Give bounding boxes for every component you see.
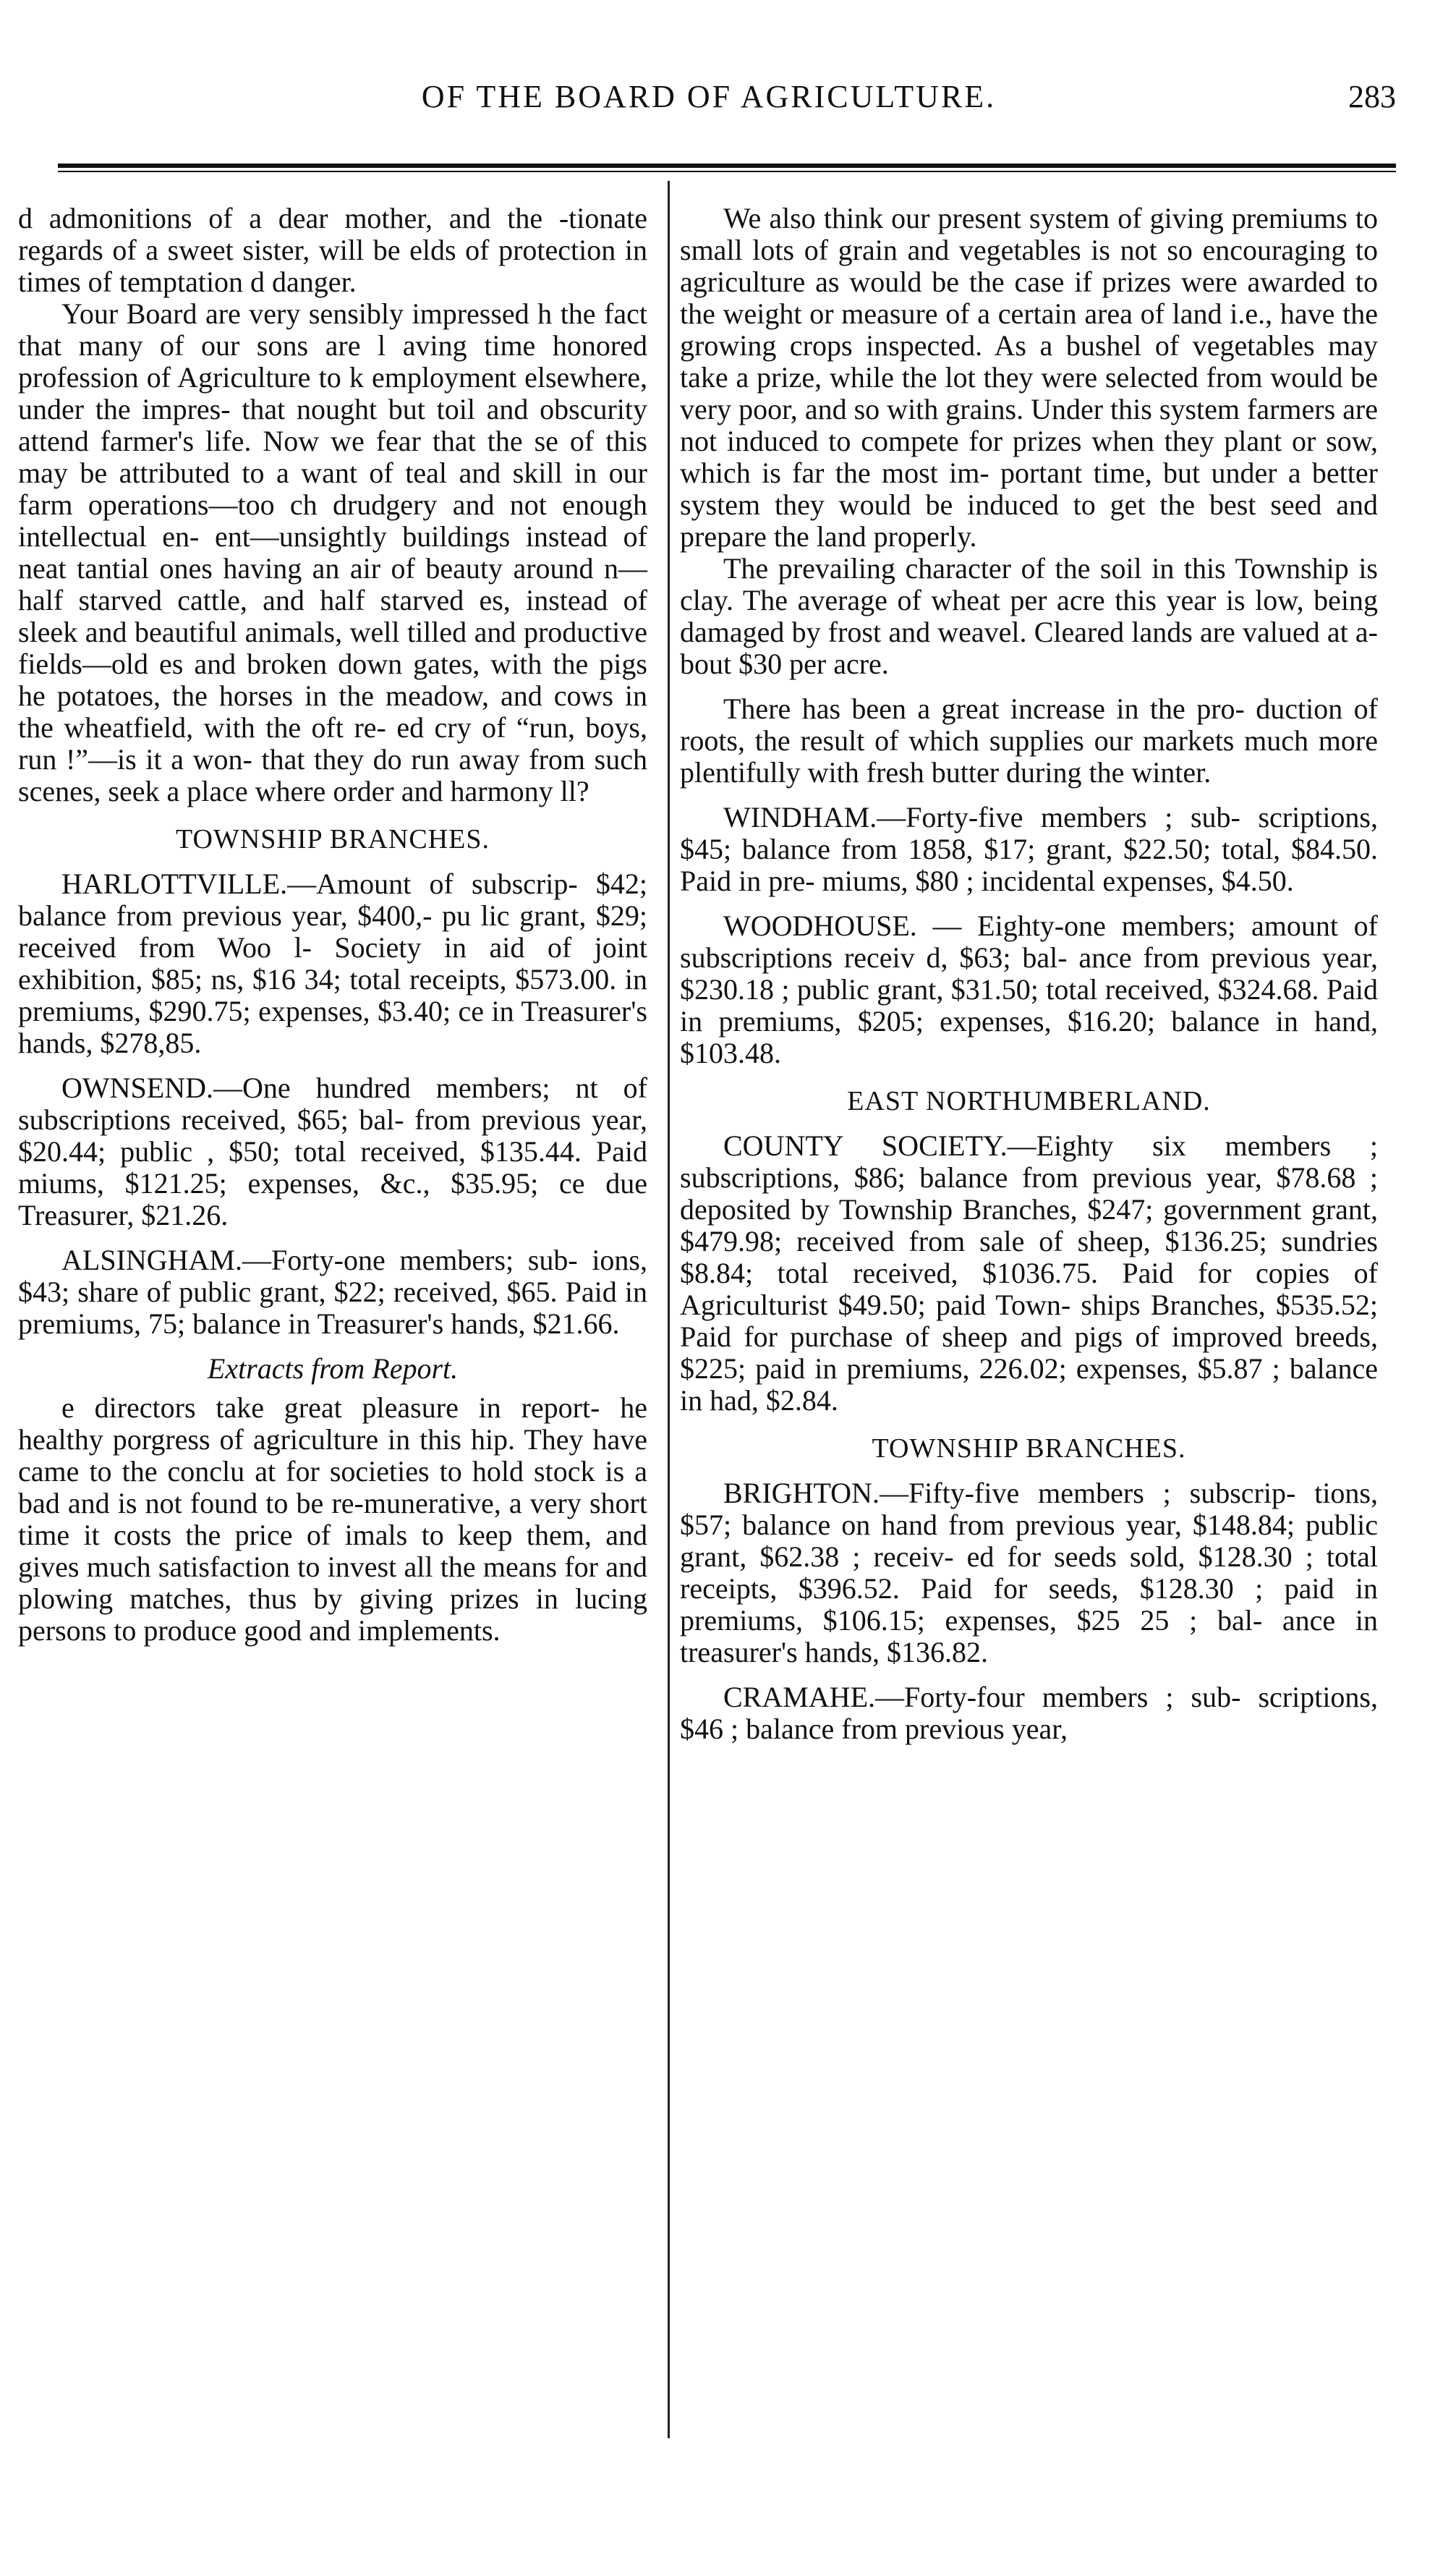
paragraph: OWNSEND.—One hundred members; nt of subscriptions received, $65; bal- from previous year, $20.44; public , $50; total received, $135.44. Paid miums, $121.25; expenses, &c., $35.95; ce due Treasurer, $21.26. (18, 1072, 647, 1231)
paragraph: HARLOTTVILLE.—Amount of subscrip- $42; balance from previous year, $400,- pu lic grant, $29; received from Woo l- Society in aid of joint exhibition, $85; ns, $16 34; total receipts, $573.00. in premiums, $290.75; expenses, $3.40; ce in Treasurer's hands, $278,85. (18, 867, 647, 1059)
column-divider (668, 181, 670, 2438)
running-title: OF THE BOARD OF AGRICULTURE. (421, 79, 997, 114)
subsection-heading: Extracts from Report. (207, 1352, 459, 1385)
section-heading: TOWNSHIP BRANCHES. (176, 824, 490, 854)
paragraph: The prevailing character of the soil in this Township is clay. The average of wheat per acre this year is low, being damaged by frost and weavel. Cleared lands are valued at a- bout $30 per acre. (680, 552, 1378, 680)
right-column (680, 203, 1378, 1745)
page-header (22, 78, 1396, 136)
paragraph: There has been a great increase in the pro- duction of roots, the result of which supplies our markets much more plentifully with fresh butter during the winter. (680, 692, 1378, 789)
left-column (18, 203, 647, 1647)
page-number: 283 (1348, 79, 1396, 114)
section-heading: EAST NORTHUMBERLAND. (847, 1086, 1211, 1116)
paragraph: Your Board are very sensibly impressed h the fact that many of our sons are l aving time honored profession of Agriculture to k employment elsewhere, under the impres- that nought but toil and obscurity attend farmer's life. Now we fear that the se of this may be attributed to a want of teal and skill in our farm operations—too ch drudgery and not enough intellectual en- ent—unsightly buildings instead of neat tantial ones having an air of beauty around n—half starved cattle, and half starved es, instead of sleek and beautiful animals, well tilled and productive fields—old es and broken down gates, with the pigs he potatoes, the horses in the meadow, and cows in the wheatfield, with the oft re- ed cry of “run, boys, run !”—is it a won- that they do run away from such scenes, seek a place where order and harmony ll? (18, 297, 647, 807)
paragraph: WOODHOUSE. — Eighty-one members; amount of subscriptions receiv d, $63; bal- ance from previous year, $230.18 ; public grant, $31.50; total received, $324.68. Paid in premiums, $205; expenses, $16.20; balance in hand, $103.48. (680, 909, 1378, 1069)
paragraph: d admonitions of a dear mother, and the -tionate regards of a sweet sister, will be elds of protection in times of temptation d danger. (18, 202, 647, 298)
paragraph: We also think our present system of giving premiums to small lots of grain and vegetables is not so encouraging to agriculture as would be the case if prizes were awarded to the weight or measure of a certain area of land i.e., have the growing crops inspected. As a bushel of vegetables may take a prize, while the lot they were selected from would be very poor, and so with grains. Under this system farmers are not induced to compete for prizes when they plant or sow, which is far the most im- portant time, but under a better system they would be induced to get the best seed and prepare the land properly. (680, 202, 1378, 553)
paragraph: COUNTY SOCIETY.—Eighty six members ; subscriptions, $86; balance from previous year, $78.68 ; deposited by Township Branches, $247; government grant, $479.98; received from sale of sheep, $136.25; sundries $8.84; total received, $1036.75. Paid for copies of Agriculturist $49.50; paid Town- ships Branches, $535.52; Paid for purchase of sheep and pigs of improved breeds, $225; paid in premiums, 226.02; expenses, $5.87 ; balance in had, $2.84. (680, 1129, 1378, 1417)
paragraph: e directors take great pleasure in report- he healthy porgress of agriculture in this hip. They have came to the conclu at for societies to hold stock is a bad and is not found to be re-munerative, a very short time it costs the price of imals to keep them, and gives much satisfaction to invest all the means for and plowing matches, thus by giving prizes in lucing persons to produce good and implements. (18, 1391, 647, 1647)
paragraph: CRAMAHE.—Forty-four members ; sub- scriptions, $46 ; balance from previous year, (680, 1681, 1378, 1745)
paragraph: BRIGHTON.—Fifty-five members ; subscrip- tions, $57; balance on hand from previous year, $148.84; public grant, $62.38 ; receiv- ed for seeds sold, $128.30 ; total receipts, $396.52. Paid for seeds, $128.30 ; paid in premiums, $106.15; expenses, $25 25 ; bal- ance in treasurer's hands, $136.82. (680, 1477, 1378, 1668)
header-rule-thick (58, 164, 1396, 168)
section-heading: TOWNSHIP BRANCHES. (872, 1433, 1186, 1464)
header-rule-thin (58, 171, 1396, 172)
paragraph: ALSINGHAM.—Forty-one members; sub- ions, $43; share of public grant, $22; received, $65. Paid in premiums, 75; balance in Treasurer's hands, $21.66. (18, 1244, 647, 1340)
paragraph: WINDHAM.—Forty-five members ; sub- scriptions, $45; balance from 1858, $17; grant, $22.50; total, $84.50. Paid in pre- miums, $80 ; incidental expenses, $4.50. (680, 801, 1378, 897)
